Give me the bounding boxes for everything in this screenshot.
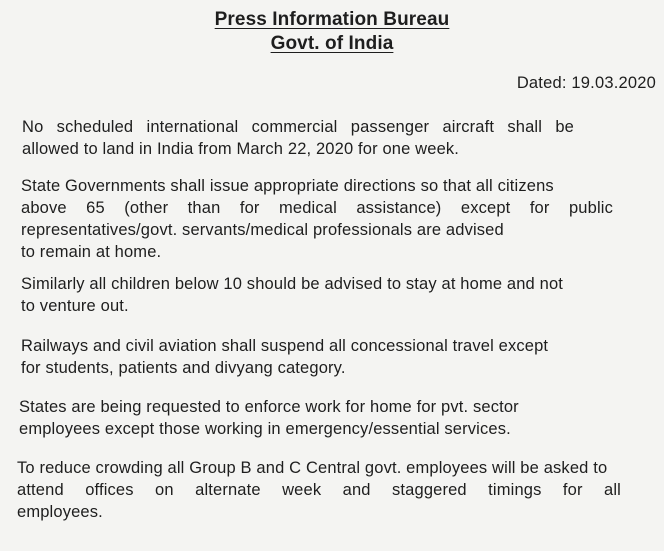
paragraph-line: attend offices on alternate week and staggered timings for all <box>17 481 621 499</box>
paragraph-children <box>21 273 611 317</box>
paragraph-government-employees <box>17 457 657 523</box>
paragraph-line: States are being requested to enforce work for home for pvt. sector <box>19 398 519 416</box>
paragraph-line: State Governments shall issue appropriate directions so that all citizens <box>21 177 554 195</box>
paragraph-international-flights <box>22 116 574 160</box>
paragraph-line: No scheduled international commercial passenger aircraft shall be <box>22 118 574 136</box>
paragraph-line: above 65 (other than for medical assistance) except for public <box>21 199 613 217</box>
release-date: Dated: 19.03.2020 <box>516 74 656 92</box>
organization-title: Press Information Bureau <box>214 9 450 30</box>
paragraph-line: representatives/govt. servants/medical professionals are advised <box>21 221 504 239</box>
paragraph-line: allowed to land in India from March 22, 2020 for one week. <box>22 140 460 158</box>
paragraph-line: employees except those working in emergency/essential services. <box>19 420 511 438</box>
paragraph-concessional-travel <box>21 335 601 379</box>
government-subtitle: Govt. of India <box>270 33 394 54</box>
paragraph-line: Similarly all children below 10 should be advised to stay at home and not <box>21 275 564 293</box>
paragraph-line: for students, patients and divyang category. <box>21 359 346 377</box>
paragraph-senior-citizens <box>21 175 613 263</box>
paragraph-line: Railways and civil aviation shall suspend all concessional travel except <box>21 337 549 355</box>
paragraph-line: To reduce crowding all Group B and C Central govt. employees will be asked to <box>17 459 608 477</box>
paragraph-line: to remain at home. <box>21 243 162 261</box>
paragraph-line: employees. <box>17 503 103 521</box>
paragraph-line: to venture out. <box>21 297 129 315</box>
paragraph-work-from-home <box>19 396 559 440</box>
